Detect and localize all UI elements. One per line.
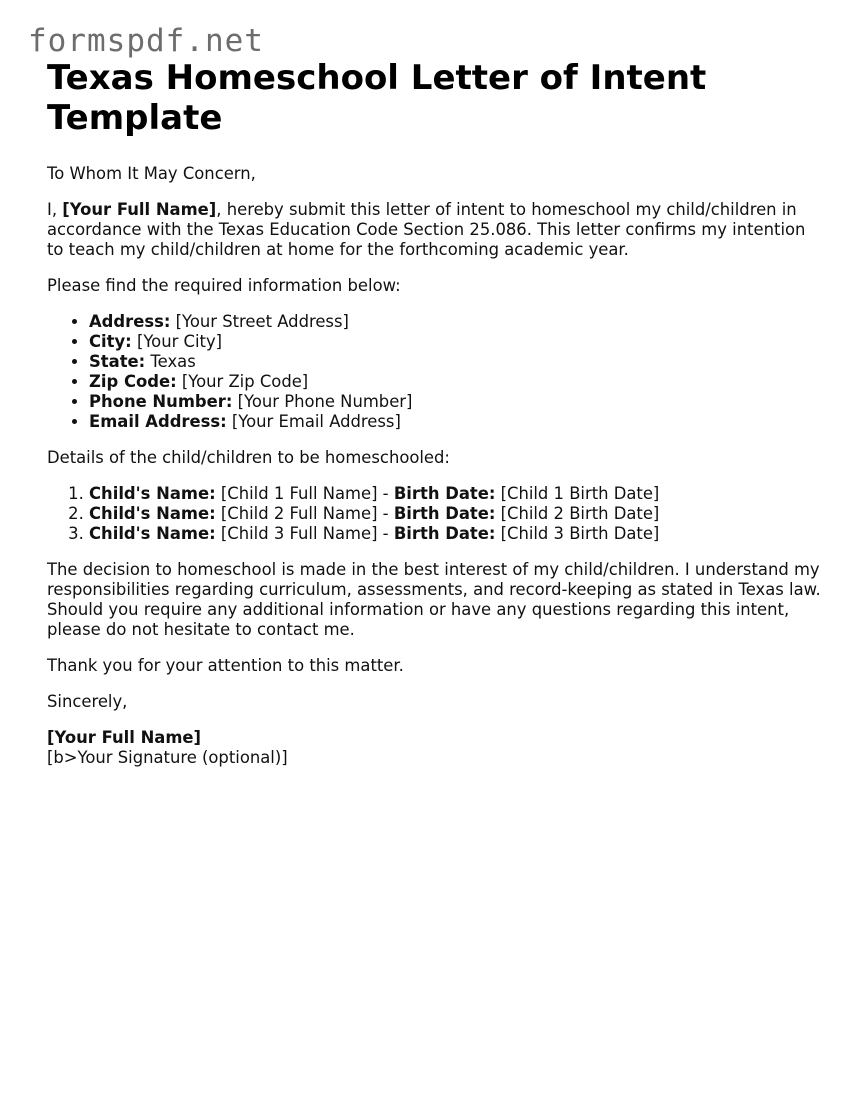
intro-paragraph: [47, 200, 827, 260]
info-label: Email Address:: [89, 412, 227, 431]
watermark: formspdf.net: [28, 23, 264, 59]
info-label: Address:: [89, 312, 171, 331]
children-intro: Details of the child/children to be homeschooled:: [47, 448, 450, 467]
child-name-label: Child's Name:: [89, 524, 216, 543]
child-name-label: Child's Name:: [89, 484, 216, 503]
birth-date-value: [Child 1 Birth Date]: [495, 484, 660, 503]
intro-prefix: I,: [47, 200, 63, 219]
thanks-paragraph: Thank you for your attention to this matter.: [47, 656, 404, 675]
info-value: Texas: [145, 352, 196, 371]
greeting: To Whom It May Concern,: [47, 164, 256, 183]
letter-document: [47, 58, 827, 768]
info-item-zip: [89, 372, 827, 392]
intro-text: , hereby submit this letter of intent to homeschool my child/children in accordance with the Texas Education Code Section 25.086. This letter confirms my intention to teach my child/children at home for the forthcoming academic year.: [47, 200, 806, 259]
child-name-value: [Child 3 Full Name] -: [215, 524, 394, 543]
info-value: [Your Street Address]: [170, 312, 349, 331]
info-item-city: [89, 332, 827, 352]
info-value: [Your Zip Code]: [176, 372, 309, 391]
signature-name: [Your Full Name]: [47, 728, 202, 747]
birth-date-label: Birth Date:: [393, 504, 496, 523]
info-label: Phone Number:: [89, 392, 233, 411]
birth-date-value: [Child 3 Birth Date]: [495, 524, 660, 543]
info-intro: Please find the required information below:: [47, 276, 401, 295]
page-title: Texas Homeschool Letter of Intent Template: [47, 58, 707, 138]
child-name-label: Child's Name:: [89, 504, 216, 523]
decision-paragraph: The decision to homeschool is made in the best interest of my child/children. I understand my responsibilities regarding curriculum, assessments, and record-keeping as stated in Texas law. Should you require any additional information or have any questions regarding this intent, please do not hesitate to contact me.: [47, 560, 821, 639]
info-label: Zip Code:: [89, 372, 177, 391]
letter-body: [47, 164, 827, 768]
info-value: [Your Phone Number]: [232, 392, 413, 411]
child-item: [89, 504, 827, 524]
child-name-value: [Child 1 Full Name] -: [215, 484, 394, 503]
birth-date-label: Birth Date:: [393, 484, 496, 503]
info-item-state: [89, 352, 827, 372]
intro-name-placeholder: [Your Full Name]: [62, 200, 217, 219]
info-value: [Your Email Address]: [226, 412, 401, 431]
info-value: [Your City]: [131, 332, 223, 351]
info-label: State:: [89, 352, 146, 371]
info-item-email: [89, 412, 827, 432]
info-item-phone: [89, 392, 827, 412]
children-list: [47, 484, 827, 544]
signature-line: [b>Your Signature (optional)]: [47, 748, 288, 767]
info-list: [47, 312, 827, 432]
child-item: [89, 524, 827, 544]
child-item: [89, 484, 827, 504]
birth-date-label: Birth Date:: [393, 524, 496, 543]
info-label: City:: [89, 332, 132, 351]
closing: Sincerely,: [47, 692, 128, 711]
child-name-value: [Child 2 Full Name] -: [215, 504, 394, 523]
birth-date-value: [Child 2 Birth Date]: [495, 504, 660, 523]
info-item-address: [89, 312, 827, 332]
